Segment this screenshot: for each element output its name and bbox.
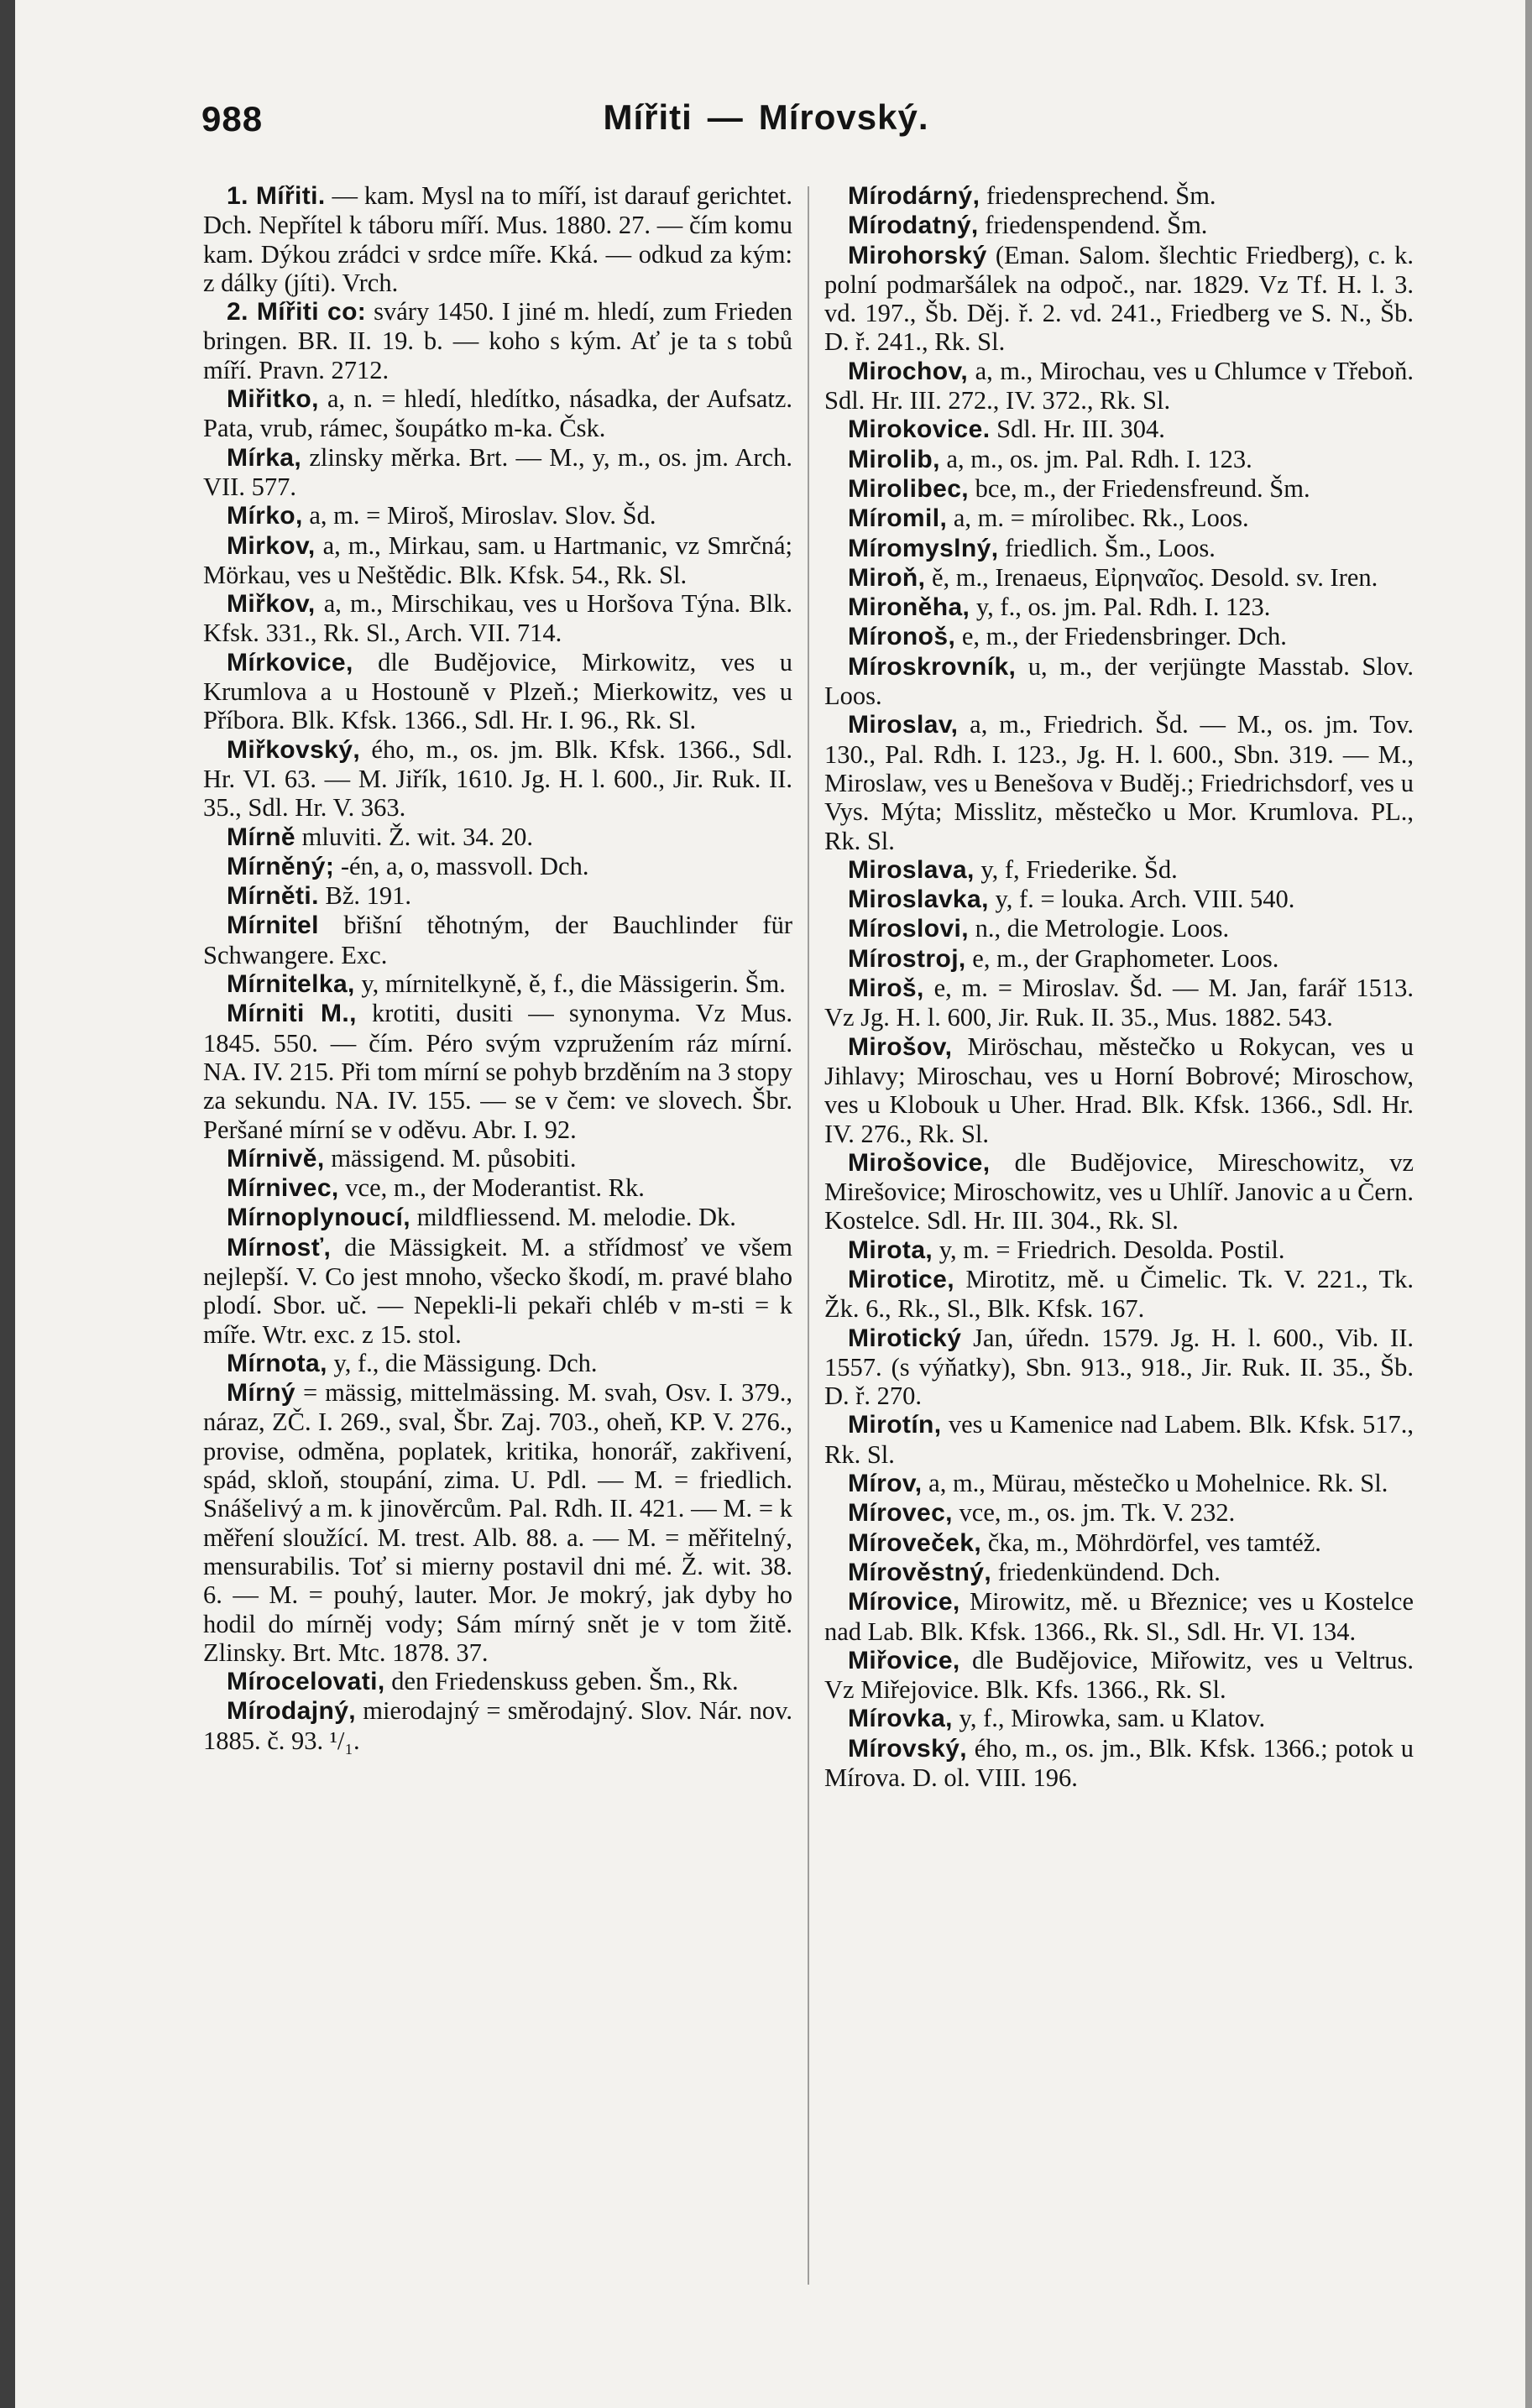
dictionary-entry: [203, 881, 792, 911]
dictionary-entry: [824, 563, 1414, 593]
entry-definition: břišní těhotným, der Bauchlinder für Schwangere. Exc.: [203, 911, 792, 969]
entry-definition: mierodajný = směrodajný. Slov. Nár. nov. 1885. č. 93. ¹/₁.: [203, 1696, 792, 1755]
entry-definition: Mirowitz, mě. u Březnice; ves u Kostelce nad Lab. Blk. Kfsk. 1366., Rk. Sl., Sdl. Hr. VI. 134.: [824, 1587, 1414, 1646]
dictionary-entry: [824, 1646, 1414, 1705]
entry-headword: Mírkovice,: [227, 648, 353, 676]
entry-headword: Miřkov,: [227, 590, 316, 619]
entry-headword: Mírnota,: [227, 1349, 327, 1377]
entry-definition: a, m. = mírolibec. Rk., Loos.: [947, 504, 1249, 533]
dictionary-entry: [824, 622, 1414, 651]
dictionary-entry: [824, 211, 1414, 240]
dictionary-entry: [824, 1734, 1414, 1793]
entry-headword: Mírněti.: [227, 882, 319, 911]
dictionary-entry: [824, 445, 1414, 474]
entry-definition: -én, a, o, massvoll. Dch.: [334, 851, 589, 880]
entry-definition: mluviti. Ž. wit. 34. 20.: [295, 822, 533, 851]
entry-headword: Mírodajný,: [227, 1697, 357, 1726]
entry-headword: Mírka,: [227, 443, 302, 472]
entry-definition: sváry 1450. I jiné m. hledí, zum Frieden bringen. BR. II. 19. b. — koho s kým. Ať je ta s tobů míří. Pravn. 2712.: [203, 297, 792, 384]
entry-headword: Miroslav,: [848, 711, 959, 739]
entry-definition: Sdl. Hr. III. 304.: [990, 415, 1165, 444]
entry-definition: dle Budějovice, Miřowitz, ves u Veltrus. Vz Miřejovice. Blk. Kfs. 1366., Rk. Sl.: [824, 1645, 1414, 1705]
entry-definition: krotiti, dusiti — synonyma. Vz Mus. 1845. 550. — čím. Péro svým vzpružením ráz mírní. NA. IV. 215. Při tom mírní se pohyb brzděním na 3 stopy za sekundu. NA. IV. 155. — se v čem: ve slovech. Šbr. Peršané mírní se v oděvu. Abr. I. 92.: [203, 999, 792, 1144]
entry-definition: = mässig, mittelmässing. M. svah, Osv. I. 379., náraz, ZČ. I. 269., sval, Šbr. Zaj. 703., oheň, KP. V. 276., provise, odměna, poplatek, kritika, honorář, zakřivení, spád, skloň, stoupání, zima. U. Pdl. — M. = friedlich. Snášelivý a m. k jinověrcům. Pal. Rdh. II. 421. — M. = k měření sloužící. M. trest. Alb. 88. a. — M. = měřitelný, mensurabilis. Toť si mierny postavil dni mé. Ž. wit. 38. 6. — M. = pouhý, lauter. Mor. Je mokrý, jak dyby ho hodil do mírněj vody; Sám mírný snět je v tom žitě. Zlinsky. Brt. Mtc. 1878. 37.: [203, 1378, 792, 1667]
entry-headword: Míroslovi,: [848, 915, 970, 943]
entry-definition: y, f., die Mässigung. Dch.: [327, 1348, 598, 1377]
entry-definition: y, f., Mirowka, sam. u Klatov.: [952, 1704, 1266, 1733]
dictionary-entry: [824, 1498, 1414, 1528]
dictionary-entry: [824, 652, 1414, 711]
entry-headword: Mirota,: [848, 1235, 933, 1264]
entry-definition: Bž. 191.: [318, 881, 412, 911]
dictionary-entry: [824, 1410, 1414, 1469]
dictionary-entry: [824, 415, 1414, 444]
dictionary-entry: [824, 181, 1414, 211]
entry-definition: friedenspendend. Šm.: [978, 211, 1208, 240]
entry-definition: ves u Kamenice nad Labem. Blk. Kfsk. 517., Rk. Sl.: [824, 1410, 1414, 1469]
entry-headword: Mírniti M.,: [227, 1000, 357, 1028]
running-head: [0, 97, 1532, 138]
dictionary-entry: [203, 648, 792, 735]
entry-definition: dle Budějovice, Mireschowitz, vz Mirešovice; Miroschowitz, ves u Uhlíř. Janovic a u Čern. Kostelce. Sdl. Hr. III. 304., Rk. Sl.: [824, 1147, 1414, 1235]
dictionary-entry: [203, 1667, 792, 1696]
right-column: [824, 181, 1414, 1792]
dictionary-entry: [824, 944, 1414, 974]
entry-headword: Mírovský,: [848, 1734, 967, 1763]
dictionary-entry: [203, 1173, 792, 1203]
page-number: 988: [201, 99, 264, 138]
dictionary-entry: [203, 1349, 792, 1378]
entry-definition: e, m., der Friedensbringer. Dch.: [955, 622, 1287, 651]
dictionary-entry: [203, 1233, 792, 1349]
entry-headword: Mírověstný,: [848, 1558, 992, 1586]
running-head-dash: —: [707, 97, 744, 137]
entry-definition: vce, m., os. jm. Tk. V. 232.: [952, 1498, 1236, 1528]
entry-headword: Miřovice,: [848, 1646, 960, 1674]
entry-headword: Mírný: [227, 1379, 296, 1408]
entry-definition: n., die Metrologie. Loos.: [969, 914, 1230, 943]
entry-headword: Mírovec,: [848, 1499, 953, 1528]
dictionary-entry: [824, 241, 1414, 357]
dictionary-entry: [824, 710, 1414, 854]
entry-headword: Mirolibec,: [848, 474, 970, 503]
entry-headword: Mírovka,: [848, 1705, 953, 1733]
dictionary-entry: [824, 474, 1414, 504]
entry-headword: Míromyslný,: [848, 534, 999, 562]
dictionary-entry: [824, 1324, 1414, 1411]
dictionary-entry: [203, 384, 792, 443]
entry-headword: Miroš,: [848, 974, 924, 1003]
entry-headword: Miroň,: [848, 563, 926, 592]
entry-definition: y, f, Friederike. Šd.: [974, 854, 1178, 884]
entry-headword: Mírovice,: [848, 1588, 960, 1617]
entry-definition: vce, m., der Moderantist. Rk.: [338, 1173, 645, 1203]
entry-definition: mildfliessend. M. melodie. Dk.: [410, 1203, 736, 1232]
entry-headword: Miroslava,: [848, 855, 975, 884]
dictionary-entry: [824, 1032, 1414, 1148]
dictionary-entry: [824, 1235, 1414, 1265]
dictionary-entry: [824, 914, 1414, 943]
dictionary-entry: [203, 969, 792, 999]
entry-definition: a, m., Mirkau, sam. u Hartmanic, vz Smrčná; Mörkau, ves u Neštědic. Blk. Kfsk. 54., Rk. Sl.: [203, 530, 792, 589]
entry-definition: Mirotitz, mě. u Čimelic. Tk. V. 221., Tk. Žk. 6., Rk., Sl., Blk. Kfsk. 167.: [824, 1264, 1414, 1324]
dictionary-entry: [824, 885, 1414, 914]
dictionary-entry: [824, 593, 1414, 622]
entry-headword: Mirošovice,: [848, 1148, 991, 1177]
dictionary-entry: [824, 1528, 1414, 1558]
entry-headword: 2. Mířiti co:: [227, 298, 367, 326]
entry-definition: a, m., Mirschikau, ves u Horšova Týna. Blk. Kfsk. 331., Rk. Sl., Arch. VII. 714.: [203, 589, 792, 648]
dictionary-entry: [824, 855, 1414, 885]
dictionary-entry: [203, 1696, 792, 1755]
entry-headword: Mironěha,: [848, 593, 970, 622]
entry-definition: a, m., Mürau, městečko u Mohelnice. Rk. Sl.: [922, 1469, 1388, 1498]
dictionary-entry: [203, 589, 792, 648]
entry-definition: ě, m., Irenaeus, Εἰρηναῖος. Desold. sv. Iren.: [925, 562, 1378, 592]
dictionary-entry: [203, 1144, 792, 1173]
entry-headword: Mírněný;: [227, 852, 335, 880]
entry-headword: Mírodárný,: [848, 182, 980, 210]
entry-definition: y, mírnitelkyně, ě, f., die Mässigerin. Šm.: [354, 969, 786, 999]
dictionary-entry: [203, 501, 792, 530]
entry-headword: 1. Mířiti.: [227, 182, 326, 210]
entry-definition: e, m., der Graphometer. Loos.: [965, 943, 1279, 973]
entry-headword: Mírnosť,: [227, 1233, 332, 1261]
entry-definition: čka, m., Möhrdörfel, ves tamtéž.: [981, 1528, 1321, 1557]
dictionary-entry: [203, 735, 792, 823]
entry-headword: Míroveček,: [848, 1528, 982, 1557]
entry-definition: — kam. Mysl na to míří, ist darauf gerichtet. Dch. Nepřítel k táboru míří. Mus. 1880. 27. — čím komu kam. Dýkou zrádci v srdce míře. Kká. — odkud za kým: z dálky (jíti). Vrch.: [203, 181, 792, 297]
dictionary-entry: [824, 1558, 1414, 1587]
entry-definition: zlinsky měrka. Brt. — M., y, m., os. jm. Arch. VII. 577.: [203, 442, 792, 501]
entry-definition: e, m. = Miroslav. Šd. — M. Jan, farář 1513. Vz Jg. H. l. 600, Jir. Ruk. II. 35., Mus. 1882. 543.: [824, 974, 1414, 1032]
entry-definition: friedenkündend. Dch.: [991, 1557, 1221, 1586]
entry-definition: friedensprechend. Šm.: [980, 181, 1216, 210]
entry-headword: Miřitko,: [227, 385, 319, 414]
entry-headword: Míroskrovník,: [848, 652, 1017, 681]
entry-definition: a, m., os. jm. Pal. Rdh. I. 123.: [939, 444, 1252, 473]
entry-definition: y, m. = Friedrich. Desolda. Postil.: [933, 1235, 1285, 1264]
entry-headword: Mírocelovati,: [227, 1668, 385, 1696]
entry-headword: Mírostroj,: [848, 944, 966, 973]
entry-definition: u, m., der verjüngte Masstab. Slov. Loos.: [824, 651, 1414, 711]
entry-definition: ého, m., os. jm. Blk. Kfsk. 1366., Sdl. Hr. VI. 63. — M. Jiřík, 1610. Jg. H. l. 600., Jir. Ruk. II. 35., Sdl. Hr. V. 363.: [203, 734, 792, 823]
dictionary-entry: [203, 531, 792, 590]
entry-headword: Mirochov,: [848, 357, 969, 385]
entry-definition: Miröschau, městečko u Rokycan, ves u Jihlavy; Miroschau, ves u Horní Bobrové; Miroschow, ves u Klobouk u Uher. Hrad. Blk. Kfsk. 1366., Sdl. Hr. IV. 276., Rk. Sl.: [824, 1032, 1414, 1148]
entry-headword: Mirolib,: [848, 445, 940, 473]
entry-headword: Mirotín,: [848, 1411, 942, 1439]
entry-definition: a, m. = Miroš, Miroslav. Slov. Šd.: [302, 501, 656, 530]
dictionary-entry: [824, 504, 1414, 533]
entry-definition: a, m., Mirochau, ves u Chlumce v Třeboň. Sdl. Hr. III. 272., IV. 372., Rk. Sl.: [824, 356, 1414, 415]
entry-definition: bce, m., der Friedensfreund. Šm.: [969, 473, 1310, 503]
entry-definition: Jan, úředn. 1579. Jg. H. l. 600., Vib. II. 1557. (s výňatky), Sbn. 913., 918., Jir. Ruk. II. 35., Šb. D. ř. 270.: [824, 1323, 1414, 1411]
dictionary-entry: [203, 443, 792, 502]
entry-definition: a, m., Friedrich. Šd. — M., os. jm. Tov. 130., Pal. Rdh. I. 123., Jg. H. l. 600., Sbn. 319. — M., Miroslaw, ves u Benešova v Buděj.; Friedrichsdorf, ves u Vys. Mýta; Misslitz, městečko u Mor. Krumlova. PL., Rk. Sl.: [824, 710, 1414, 855]
entry-definition: y, f., os. jm. Pal. Rdh. I. 123.: [970, 593, 1271, 622]
dictionary-entry: [824, 534, 1414, 563]
entry-definition: dle Budějovice, Mirkowitz, ves u Krumlova a u Hostouně v Plzeň.; Mierkowitz, ves u Příbora. Blk. Kfsk. 1366., Sdl. Hr. I. 96., Rk. Sl.: [203, 647, 792, 735]
entry-definition: ého, m., os. jm., Blk. Kfsk. 1366.; potok u Mírova. D. ol. VIII. 196.: [824, 1733, 1414, 1793]
entry-headword: Mirokovice.: [848, 415, 991, 444]
entry-headword: Mírně: [227, 823, 296, 851]
entry-headword: Mirohorský: [848, 241, 987, 269]
dictionary-entry: [824, 1469, 1414, 1498]
dictionary-entry: [824, 1265, 1414, 1324]
entry-definition: y, f. = louka. Arch. VIII. 540.: [988, 885, 1295, 914]
entry-headword: Mírnivě,: [227, 1144, 325, 1173]
entry-definition: (Eman. Salom. šlechtic Friedberg), c. k. polní podmaršálek na odpoč., nar. 1829. Vz Tf. H. l. 3. vd. 197., Šb. Děj. ř. 2. vd. 241., Friedberg ve S. N., Šb. D. ř. 241., Rk. Sl.: [824, 240, 1414, 357]
dictionary-entry: [203, 297, 792, 384]
dictionary-entry: [203, 823, 792, 852]
dictionary-entry: [203, 852, 792, 881]
dictionary-entry: [824, 1587, 1414, 1646]
dictionary-entry: [824, 357, 1414, 415]
entry-headword: Mírnoplynoucí,: [227, 1204, 410, 1232]
column-divider: [808, 186, 809, 2285]
entry-headword: Miroslavka,: [848, 885, 989, 914]
entry-headword: Mírnivec,: [227, 1174, 339, 1203]
dictionary-entry: [203, 1378, 792, 1667]
entry-definition: mässigend. M. působiti.: [324, 1143, 577, 1173]
entry-definition: die Mässigkeit. M. a střídmosť ve všem nejlepší. V. Co jest mnoho, všecko škodí, m. pravé blaho plodí. Sbor. uč. — Nepekli-li pekaři chléb v m-sti = k míře. Wtr. exc. z 15. stol.: [203, 1232, 792, 1349]
running-head-first-word: Mířiti: [603, 97, 693, 137]
entry-headword: Míromil,: [848, 504, 948, 533]
entry-headword: Mírnitel: [227, 911, 319, 940]
left-column: [203, 181, 792, 1755]
entry-headword: Mirošov,: [848, 1032, 953, 1061]
entry-headword: Miřkovský,: [227, 735, 361, 764]
entry-definition: a, n. = hledí, hledítko, násadka, der Aufsatz. Pata, vrub, rámec, šoupátko m-ka. Čsk.: [203, 384, 792, 443]
dictionary-entry: [824, 974, 1414, 1032]
entry-headword: Mírov,: [848, 1470, 923, 1498]
entry-definition: friedlich. Šm., Loos.: [998, 533, 1216, 562]
entry-headword: Mirotice,: [848, 1265, 954, 1293]
dictionary-entry: [203, 1203, 792, 1232]
dictionary-entry: [203, 999, 792, 1143]
entry-headword: Míronoš,: [848, 623, 956, 651]
dictionary-entry: [203, 911, 792, 969]
entry-headword: Mírodatný,: [848, 212, 979, 240]
dictionary-entry: [824, 1148, 1414, 1235]
entry-headword: Mirotický: [848, 1324, 962, 1352]
dictionary-entry: [824, 1704, 1414, 1733]
dictionary-entry: [203, 181, 792, 297]
entry-definition: den Friedenskuss geben. Šm., Rk.: [384, 1667, 739, 1696]
entry-headword: Mírko,: [227, 502, 303, 530]
running-head-last-word: Mírovský.: [758, 97, 929, 137]
scan-edge-left: [0, 0, 15, 2408]
scan-edge-right: [1525, 0, 1532, 2408]
entry-headword: Mirkov,: [227, 531, 316, 560]
entry-headword: Mírnitelka,: [227, 970, 355, 999]
